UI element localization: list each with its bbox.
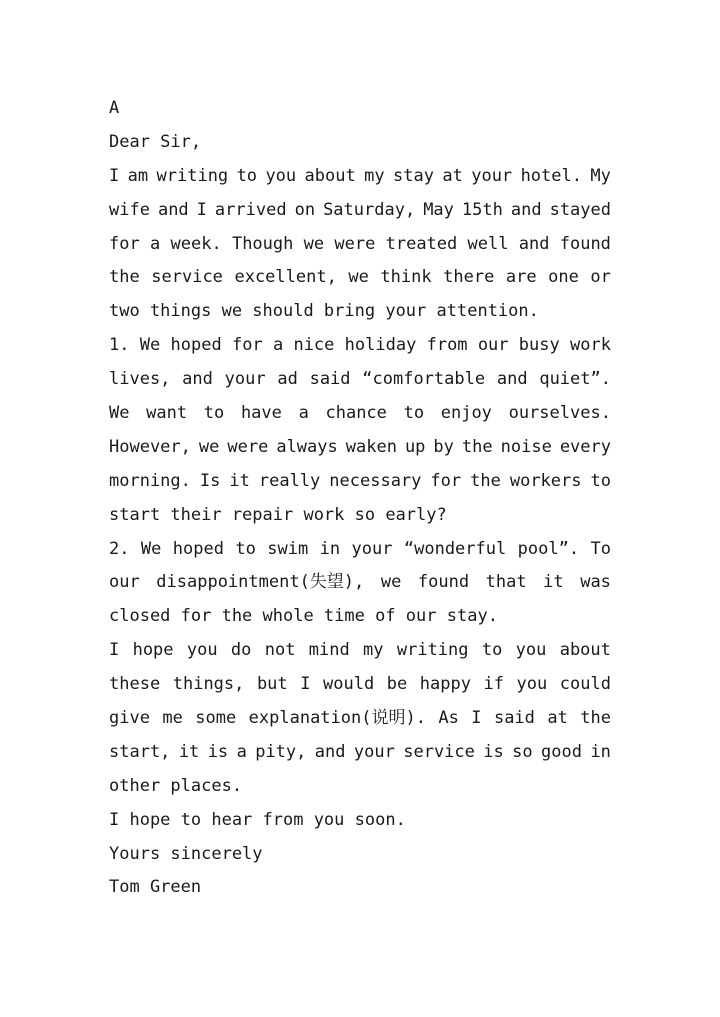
- letter-line: two things we should bring your attention.: [109, 301, 539, 322]
- letter-closing: Yours sincerely: [109, 843, 263, 864]
- letter-line: other places.: [109, 775, 243, 796]
- letter-line: wife and I arrived on Saturday, May 15th and stayed: [109, 199, 611, 220]
- letter-line: I hope to hear from you soon.: [109, 809, 406, 830]
- letter-label: A: [109, 98, 120, 118]
- letter-line: morning. Is it really necessary for the workers to: [109, 470, 611, 491]
- letter-line: for a week. Though we were treated well and found: [109, 233, 611, 254]
- letter-body: [109, 92, 611, 905]
- letter-greeting: Dear Sir,: [109, 131, 202, 152]
- letter-line: I hope you do not mind my writing to you about: [109, 640, 611, 661]
- letter-line: However, we were always waken up by the noise every: [109, 436, 611, 457]
- letter-line: give me some explanation(说明). As I said at the: [109, 708, 611, 729]
- letter-line: start their repair work so early?: [109, 504, 447, 525]
- letter-line: our disappointment(失望), we found that it was: [109, 572, 611, 593]
- letter-line: I am writing to you about my stay at your hotel. My: [109, 165, 611, 186]
- letter-line: 1. We hoped for a nice holiday from our busy work: [109, 335, 611, 356]
- letter-line: 2. We hoped to swim in your “wonderful pool”. To: [109, 538, 611, 559]
- letter-signature: Tom Green: [109, 877, 202, 898]
- letter-line: the service excellent, we think there are one or: [109, 267, 611, 288]
- letter-line: closed for the whole time of our stay.: [109, 606, 498, 627]
- letter-line: We want to have a chance to enjoy ourselves.: [109, 403, 611, 424]
- letter-line: lives, and your ad said “comfortable and quiet”.: [109, 369, 611, 390]
- letter-line: start, it is a pity, and your service is so good in: [109, 741, 611, 762]
- letter-line: these things, but I would be happy if you could: [109, 674, 611, 695]
